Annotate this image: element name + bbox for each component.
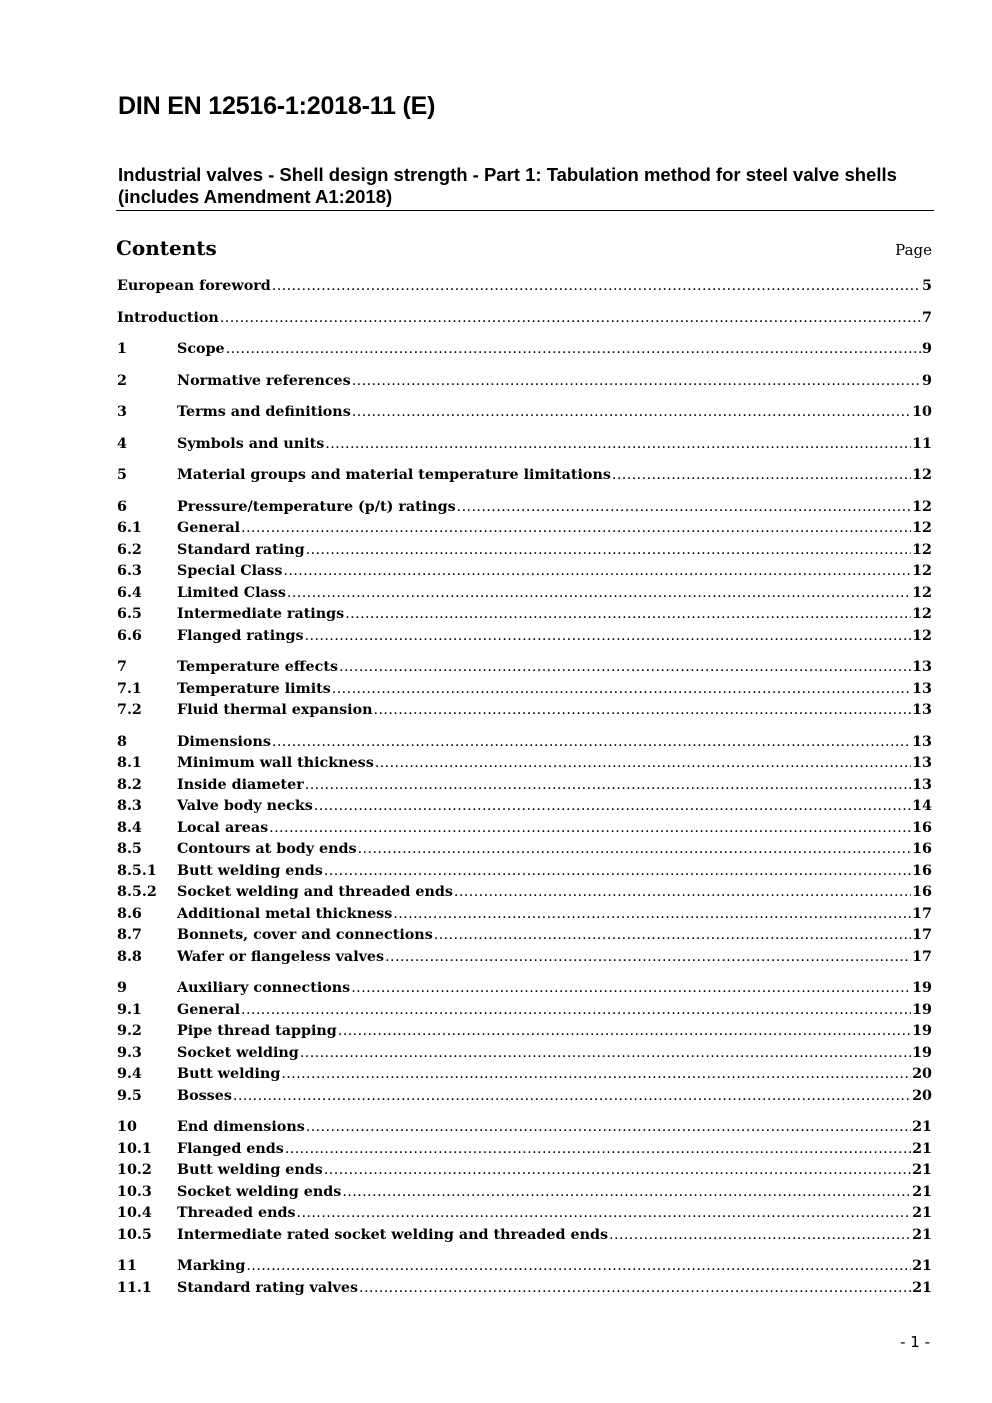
toc-entry-title: Butt welding — [177, 1066, 281, 1082]
toc-entry[interactable] — [117, 402, 932, 422]
toc-dot-leader — [300, 1043, 911, 1063]
toc-entry[interactable] — [117, 626, 932, 646]
toc-entry-number: 9.2 — [117, 1023, 142, 1039]
toc-entry-title: Material groups and material temperature limitations — [177, 467, 611, 483]
toc-dot-leader — [332, 679, 911, 699]
toc-entry-page: 12 — [912, 499, 932, 515]
toc-entry-page: 9 — [922, 373, 932, 389]
toc-entry[interactable] — [117, 925, 932, 945]
toc-entry-title: Scope — [177, 341, 225, 357]
toc-dot-leader — [352, 371, 921, 391]
toc-entry-page: 16 — [912, 863, 932, 879]
toc-entry-number: 10.2 — [117, 1162, 152, 1178]
toc-entry-number: 6.4 — [117, 585, 142, 601]
toc-entry-number: 1 — [117, 341, 127, 357]
toc-entry[interactable] — [117, 1256, 932, 1276]
toc-entry-number: 8.5.2 — [117, 884, 157, 900]
toc-entry-page: 13 — [912, 702, 932, 718]
toc-entry-number: 8.6 — [117, 906, 142, 922]
toc-dot-leader — [241, 518, 911, 538]
toc-dot-leader — [297, 1203, 912, 1223]
toc-entry-number: 2 — [117, 373, 127, 389]
toc-entry-number: 9.1 — [117, 1002, 142, 1018]
toc-entry-number: 8.8 — [117, 949, 142, 965]
toc-entry-title: General — [177, 520, 241, 536]
toc-entry-title: Special Class — [177, 563, 283, 579]
toc-entry[interactable] — [117, 700, 932, 720]
toc-dot-leader — [305, 775, 911, 795]
toc-entry-page: 13 — [912, 777, 932, 793]
toc-entry-number: 7.2 — [117, 702, 142, 718]
toc-entry[interactable] — [117, 1043, 932, 1063]
toc-entry[interactable] — [117, 339, 932, 359]
toc-entry-number: 8.5.1 — [117, 863, 157, 879]
toc-entry[interactable] — [117, 465, 932, 485]
page-number-footer: - 1 - — [900, 1333, 930, 1351]
toc-dot-leader — [457, 497, 911, 517]
toc-entry-title: Flanged ends — [177, 1141, 284, 1157]
toc-entry[interactable] — [117, 732, 932, 752]
toc-entry[interactable] — [117, 1139, 932, 1159]
toc-entry-page: 17 — [912, 927, 932, 943]
toc-entry-title: Wafer or flangeless valves — [177, 949, 385, 965]
toc-entry-title: Fluid thermal expansion — [177, 702, 373, 718]
toc-entry[interactable] — [117, 775, 932, 795]
toc-entry-page: 21 — [912, 1119, 932, 1135]
toc-entry[interactable] — [117, 679, 932, 699]
title-rule — [116, 210, 934, 211]
toc-entry-number: 8.5 — [117, 841, 142, 857]
toc-entry-page: 21 — [912, 1258, 932, 1274]
toc-entry-page: 21 — [912, 1205, 932, 1221]
toc-entry-page: 20 — [912, 1088, 932, 1104]
toc-dot-leader — [324, 1160, 911, 1180]
toc-dot-leader — [385, 947, 911, 967]
toc-dot-leader — [324, 861, 911, 881]
toc-entry-page: 21 — [912, 1141, 932, 1157]
toc-entry[interactable] — [117, 371, 932, 391]
toc-dot-leader — [342, 1182, 911, 1202]
toc-entry-title: Threaded ends — [177, 1205, 296, 1221]
toc-entry-number: 3 — [117, 404, 127, 420]
toc-entry-number: 8 — [117, 734, 127, 750]
toc-entry[interactable] — [117, 1225, 932, 1245]
toc-entry-page: 12 — [912, 606, 932, 622]
toc-dot-leader — [359, 1278, 911, 1298]
toc-dot-leader — [306, 540, 912, 560]
toc-entry-title: Standard rating — [177, 542, 305, 558]
toc-entry[interactable] — [117, 1203, 932, 1223]
page-column-heading: Page — [895, 241, 932, 259]
toc-entry-page: 12 — [912, 563, 932, 579]
toc-entry-title: Bonnets, cover and connections — [177, 927, 433, 943]
toc-entry-page: 12 — [912, 542, 932, 558]
toc-entry-page: 19 — [912, 980, 932, 996]
toc-entry-number: 5 — [117, 467, 127, 483]
toc-dot-leader — [220, 308, 921, 328]
toc-entry-number: 10.1 — [117, 1141, 152, 1157]
toc-entry-title: Socket welding and threaded ends — [177, 884, 453, 900]
toc-entry-title: Marking — [177, 1258, 246, 1274]
toc-dot-leader — [351, 978, 911, 998]
toc-entry[interactable] — [117, 1086, 932, 1106]
toc-entry-page: 19 — [912, 1045, 932, 1061]
toc-entry-title: Inside diameter — [177, 777, 304, 793]
toc-entry-title: European foreword — [117, 278, 271, 294]
toc-entry-title: End dimensions — [177, 1119, 305, 1135]
toc-entry-title: Pressure/temperature (p/t) ratings — [177, 499, 456, 515]
toc-dot-leader — [226, 339, 921, 359]
toc-entry-title: Introduction — [117, 310, 219, 326]
toc-entry-page: 21 — [912, 1227, 932, 1243]
toc-entry-page: 13 — [912, 681, 932, 697]
toc-entry[interactable] — [117, 434, 932, 454]
toc-entry-page: 16 — [912, 820, 932, 836]
toc-entry-title: Intermediate rated socket welding and threaded ends — [177, 1227, 609, 1243]
toc-entry-title: Socket welding ends — [177, 1184, 342, 1200]
toc-entry-page: 14 — [912, 798, 932, 814]
contents-heading: Contents — [116, 236, 217, 260]
toc-entry-page: 17 — [912, 906, 932, 922]
toc-dot-leader — [306, 1117, 911, 1137]
toc-entry-title: Socket welding — [177, 1045, 299, 1061]
toc-dot-leader — [283, 561, 911, 581]
toc-entry-page: 21 — [912, 1280, 932, 1296]
toc-entry-page: 19 — [912, 1023, 932, 1039]
toc-dot-leader — [393, 904, 911, 924]
toc-entry-title: Contours at body ends — [177, 841, 357, 857]
toc-dot-leader — [305, 626, 912, 646]
document-id: DIN EN 12516-1:2018-11 (E) — [118, 92, 436, 120]
toc-entry-number: 4 — [117, 436, 127, 452]
toc-entry[interactable] — [117, 1021, 932, 1041]
toc-entry-page: 12 — [912, 585, 932, 601]
toc-entry-title: Temperature effects — [177, 659, 339, 675]
toc-dot-leader — [285, 1139, 911, 1159]
toc-entry-number: 11 — [117, 1258, 137, 1274]
toc-entry[interactable] — [117, 1182, 932, 1202]
toc-dot-leader — [352, 402, 911, 422]
toc-entry-title: Intermediate ratings — [177, 606, 345, 622]
toc-entry[interactable] — [117, 978, 932, 998]
toc-entry[interactable] — [117, 753, 932, 773]
toc-entry-page: 12 — [912, 520, 932, 536]
toc-entry-number: 10.5 — [117, 1227, 152, 1243]
toc-entry-number: 7 — [117, 659, 127, 675]
toc-entry-page: 17 — [912, 949, 932, 965]
toc-dot-leader — [246, 1256, 911, 1276]
toc-entry[interactable] — [117, 882, 932, 902]
toc-entry-number: 6.6 — [117, 628, 142, 644]
toc-entry-page: 9 — [922, 341, 932, 357]
toc-entry[interactable] — [117, 904, 932, 924]
toc-entry-title: Butt welding ends — [177, 1162, 323, 1178]
toc-entry-title: Dimensions — [177, 734, 271, 750]
toc-dot-leader — [272, 276, 921, 296]
toc-entry-title: Auxiliary connections — [177, 980, 351, 996]
toc-entry[interactable] — [117, 497, 932, 517]
toc-entry-number: 9.5 — [117, 1088, 142, 1104]
toc-entry-title: Flanged ratings — [177, 628, 304, 644]
toc-entry-page: 21 — [912, 1162, 932, 1178]
toc-dot-leader — [434, 925, 911, 945]
toc-entry-number: 6.5 — [117, 606, 142, 622]
toc-entry-page: 5 — [922, 278, 932, 294]
toc-entry-number: 10 — [117, 1119, 137, 1135]
toc-dot-leader — [375, 753, 911, 773]
toc-entry-number: 7.1 — [117, 681, 142, 697]
toc-entry[interactable] — [117, 947, 932, 967]
toc-entry-number: 10.3 — [117, 1184, 152, 1200]
toc-entry-page: 10 — [912, 404, 932, 420]
toc-dot-leader — [612, 465, 911, 485]
toc-entry-title: Minimum wall thickness — [177, 755, 374, 771]
toc-entry-title: Terms and definitions — [177, 404, 351, 420]
toc-entry[interactable] — [117, 861, 932, 881]
toc-entry-page: 13 — [912, 734, 932, 750]
toc-entry[interactable] — [117, 1064, 932, 1084]
toc-entry[interactable] — [117, 1278, 932, 1298]
toc-entry-number: 8.7 — [117, 927, 142, 943]
toc-dot-leader — [233, 1086, 911, 1106]
toc-entry-page: 12 — [912, 628, 932, 644]
toc-entry[interactable] — [117, 308, 932, 328]
toc-dot-leader — [281, 1064, 911, 1084]
toc-entry-title: Valve body necks — [177, 798, 313, 814]
toc-entry[interactable] — [117, 1117, 932, 1137]
toc-dot-leader — [339, 657, 911, 677]
toc-dot-leader — [358, 839, 911, 859]
toc-entry[interactable] — [117, 1000, 932, 1020]
toc-entry-title: Limited Class — [177, 585, 286, 601]
toc-entry-title: Standard rating valves — [177, 1280, 359, 1296]
toc-entry-number: 9.4 — [117, 1066, 142, 1082]
toc-entry[interactable] — [117, 796, 932, 816]
toc-entry-number: 9 — [117, 980, 127, 996]
toc-entry-number: 8.2 — [117, 777, 142, 793]
toc-entry-title: Symbols and units — [177, 436, 325, 452]
toc-entry-number: 6 — [117, 499, 127, 515]
toc-entry-title: Pipe thread tapping — [177, 1023, 337, 1039]
toc-entry[interactable] — [117, 818, 932, 838]
toc-entry-title: Temperature limits — [177, 681, 331, 697]
toc-entry[interactable] — [117, 604, 932, 624]
toc-entry-title: Normative references — [177, 373, 351, 389]
toc-entry-page: 21 — [912, 1184, 932, 1200]
toc-entry-page: 13 — [912, 659, 932, 675]
toc-dot-leader — [609, 1225, 911, 1245]
toc-entry-title: Local areas — [177, 820, 269, 836]
toc-entry-number: 6.1 — [117, 520, 142, 536]
toc-dot-leader — [241, 1000, 911, 1020]
toc-entry-page: 20 — [912, 1066, 932, 1082]
toc-entry-page: 7 — [922, 310, 932, 326]
toc-entry[interactable] — [117, 583, 932, 603]
toc-dot-leader — [374, 700, 912, 720]
toc-dot-leader — [314, 796, 911, 816]
toc-entry-title: Bosses — [177, 1088, 232, 1104]
toc-dot-leader — [287, 583, 911, 603]
toc-entry-number: 6.3 — [117, 563, 142, 579]
toc-entry-number: 9.3 — [117, 1045, 142, 1061]
toc-dot-leader — [345, 604, 911, 624]
toc-dot-leader — [269, 818, 911, 838]
toc-dot-leader — [454, 882, 911, 902]
toc-entry-number: 8.3 — [117, 798, 142, 814]
toc-dot-leader — [272, 732, 911, 752]
toc-entry-number: 10.4 — [117, 1205, 152, 1221]
toc-entry[interactable] — [117, 1160, 932, 1180]
toc-entry[interactable] — [117, 657, 932, 677]
toc-entry-page: 13 — [912, 755, 932, 771]
toc-entry-page: 11 — [912, 436, 932, 452]
toc-entry[interactable] — [117, 276, 932, 296]
toc-entry-title: General — [177, 1002, 241, 1018]
toc-dot-leader — [338, 1021, 911, 1041]
toc-entry[interactable] — [117, 561, 932, 581]
toc-entry[interactable] — [117, 518, 932, 538]
toc-entry-title: Butt welding ends — [177, 863, 323, 879]
toc-entry-page: 19 — [912, 1002, 932, 1018]
toc-entry-page: 12 — [912, 467, 932, 483]
toc-dot-leader — [325, 434, 911, 454]
toc-entry-number: 11.1 — [117, 1280, 152, 1296]
toc-entry[interactable] — [117, 839, 932, 859]
toc-entry-page: 16 — [912, 884, 932, 900]
toc-entry-number: 8.4 — [117, 820, 142, 836]
toc-entry-title: Additional metal thickness — [177, 906, 393, 922]
toc-entry-number: 8.1 — [117, 755, 142, 771]
toc-entry-number: 6.2 — [117, 542, 142, 558]
toc-entry-page: 16 — [912, 841, 932, 857]
document-title: Industrial valves - Shell design strength - Part 1: Tabulation method for steel valve shells (includes Amendment A1:2018) — [118, 164, 897, 207]
toc-entry[interactable] — [117, 540, 932, 560]
